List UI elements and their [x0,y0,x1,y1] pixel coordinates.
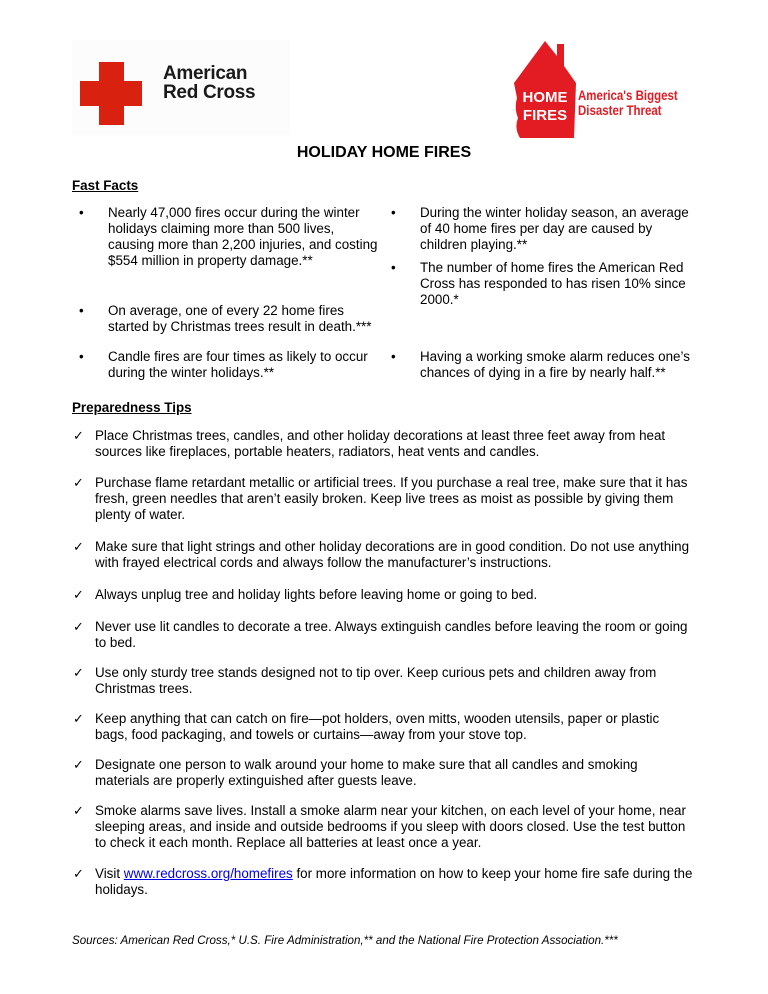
svg-text:FIRES: FIRES [522,107,568,124]
home-fires-house-icon [512,38,578,142]
red-cross-wordmark: American Red Cross [163,63,256,103]
fact-item: • During the winter holiday season, an average of 40 home fires per day are caused by children playing.** [420,205,695,253]
tip-item: ✓ Keep anything that can catch on fire—pot holders, oven mitts, wooden utensils, paper or plastic bags, food packaging, and towels or curtains—away from your stove top. [73,711,660,742]
fast-facts-heading: Fast Facts [72,178,139,193]
homefires-link[interactable]: www.redcross.org/homefires [123,866,293,881]
checkmark-icon: ✓ [73,619,84,634]
tip-item: ✓ Smoke alarms save lives. Install a smoke alarm near your kitchen, on each level of your home, near sleeping areas, and inside and outside bedrooms if you sleep with doors closed. Use the test button to check it each month. Replace all batteries at least once a year. [73,803,686,850]
tip-item: ✓ Place Christmas trees, candles, and other holiday decorations at least three feet away from heat sources like fireplaces, portable heaters, radiators, heat vents and candles. [73,428,666,459]
tip-item: ✓ Make sure that light strings and other holiday decorations are in good condition. Do not use anything with frayed electrical cords and always follow the manufacturer’s instructions. [73,539,690,570]
fact-item: • Nearly 47,000 fires occur during the winter holidays claiming more than 500 lives, causing more than 2,200 injuries, and costing $554 million in property damage.** [108,205,383,269]
tip-item: ✓ Always unplug tree and holiday lights before leaving home or going to bed. [73,587,538,602]
sources-footnote: Sources: American Red Cross,* U.S. Fire Administration,** and the National Fire Protection Association.*** [72,934,618,947]
fact-item: • Candle fires are four times as likely to occur during the winter holidays.** [108,349,383,381]
checkmark-icon: ✓ [73,475,84,490]
tip-item: ✓ Never use lit candles to decorate a tree. Always extinguish candles before leaving the room or going to bed. [73,619,688,650]
tagline-line-1: America's Biggest [578,88,678,103]
fact-item: • Having a working smoke alarm reduces one’s chances of dying in a fire by nearly half.** [420,349,695,381]
tagline-line-2: Disaster Threat [578,103,662,118]
checkmark-icon: ✓ [73,757,84,772]
fact-item: • The number of home fires the American Red Cross has responded to has risen 10% since 2000.* [420,260,695,308]
checkmark-icon: ✓ [73,428,84,443]
page-title: HOLIDAY HOME FIRES [296,144,472,161]
tip-item: ✓ Designate one person to walk around your home to make sure that all candles and smoking materials are properly extinguished after guests leave. [73,757,638,788]
tip-item: ✓ Purchase flame retardant metallic or artificial trees. If you purchase a real tree, make sure that it has fresh, green needles that aren’t easily broken. Keep live trees as moist as possible by giving them plenty of water. [73,475,688,522]
red-cross-icon-bar [80,81,142,106]
home-fires-tagline [578,88,678,118]
checkmark-icon: ✓ [73,587,84,602]
svg-text:HOME: HOME [522,89,568,106]
checkmark-icon: ✓ [73,866,84,881]
tip-item: ✓ Use only sturdy tree stands designed not to tip over. Keep curious pets and children away from Christmas trees. [73,665,657,696]
preparedness-tips-heading: Preparedness Tips [72,400,192,415]
fact-item: • On average, one of every 22 home fires started by Christmas trees result in death.*** [108,303,383,335]
checkmark-icon: ✓ [73,711,84,726]
checkmark-icon: ✓ [73,539,84,554]
tip-item: ✓ Visit www.redcross.org/homefires for more information on how to keep your home fire safe during the holidays. [73,866,693,897]
checkmark-icon: ✓ [73,665,84,680]
checkmark-icon: ✓ [73,803,84,818]
